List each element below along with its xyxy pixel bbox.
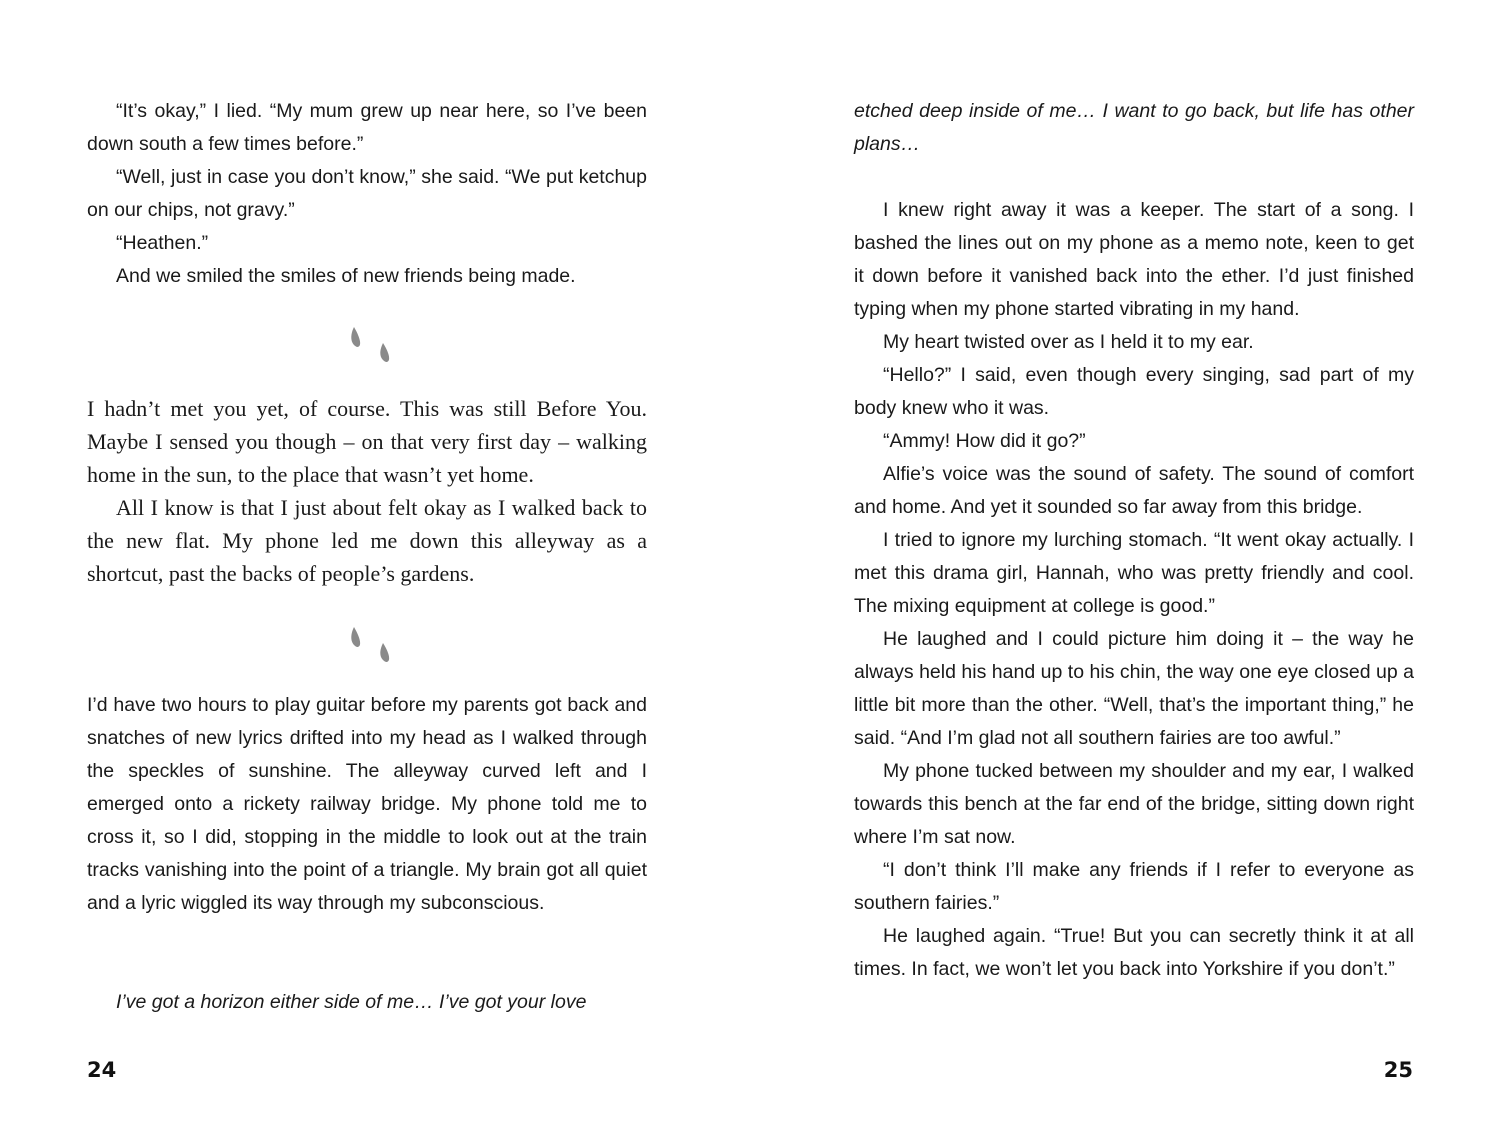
right-page [750,0,1500,1143]
lyric-block [87,986,647,1019]
paragraph: My heart twisted over as I held it to my ear. [883,331,1254,353]
paragraph: He laughed again. “True! But you can secretly think it at all times. In fact, we won’t let you back into Yorkshire if you don’t.” [854,925,1414,980]
raindrops-icon [345,625,405,675]
scene-block-3 [87,689,647,920]
paragraph: All I know is that I just about felt okay as I walked back to the new flat. My phone led me down this alleyway as a shortcut, past the backs of people’s gardens. [87,495,647,586]
page-number-right: 25 [1383,1058,1413,1082]
paragraph: “Hello?” I said, even though every singing, sad part of my body knew who it was. [854,364,1414,419]
paragraph: “Ammy! How did it go?” [883,430,1086,452]
page-number-left: 24 [87,1058,117,1082]
paragraph: My phone tucked between my shoulder and my ear, I walked towards this bench at the far end of the bridge, sitting down right where I’m sat now. [854,760,1414,848]
lyric-continued: etched deep inside of me… I want to go back, but life has other plans… [854,100,1414,155]
paragraph: I tried to ignore my lurching stomach. “It went okay actually. I met this drama girl, Hannah, who was pretty friendly and cool. The mixing equipment at college is good.” [854,529,1414,617]
lyric-line: I’ve got a horizon either side of me… I’ve got your love [116,991,587,1013]
paragraph: “It’s okay,” I lied. “My mum grew up near here, so I’ve been down south a few times before.” [87,100,647,155]
paragraph: I’d have two hours to play guitar before my parents got back and snatches of new lyrics drifted into my head as I walked through the speckles of sunshine. The alleyway curved left and I emerged onto a rickety railway bridge. My phone told me to cross it, so I did, stopping in the middle to look out at the train tracks vanishing into the point of a triangle. My brain got all quiet and a lyric wiggled its way through my subconscious. [87,694,647,914]
paragraph: I hadn’t met you yet, of course. This was still Before You. Maybe I sensed you though – on that very first day – walking home in the sun, to the place that wasn’t yet home. [87,396,647,487]
scene-block-2 [87,392,647,590]
paragraph: He laughed and I could picture him doing it – the way he always held his hand up to his chin, the way one eye closed up a little bit more than the other. “Well, that’s the important thing,” he said. “And I’m glad not all southern fairies are too awful.” [854,628,1414,749]
blank-line [854,161,1414,194]
paragraph: I knew right away it was a keeper. The start of a song. I bashed the lines out on my phone as a memo note, keen to get it down before it vanished back into the ether. I’d just finished typing when my phone started vibrating in my hand. [854,199,1414,320]
right-text-block [854,95,1414,986]
scene-block-1 [87,95,647,293]
paragraph: “Well, just in case you don’t know,” she said. “We put ketchup on our chips, not gravy.” [87,166,647,221]
raindrops-icon [345,325,405,375]
paragraph: And we smiled the smiles of new friends being made. [116,265,576,287]
paragraph: “Heathen.” [116,232,209,254]
paragraph: Alfie’s voice was the sound of safety. The sound of comfort and home. And yet it sounded so far away from this bridge. [854,463,1414,518]
paragraph: “I don’t think I’ll make any friends if I refer to everyone as southern fairies.” [854,859,1414,914]
